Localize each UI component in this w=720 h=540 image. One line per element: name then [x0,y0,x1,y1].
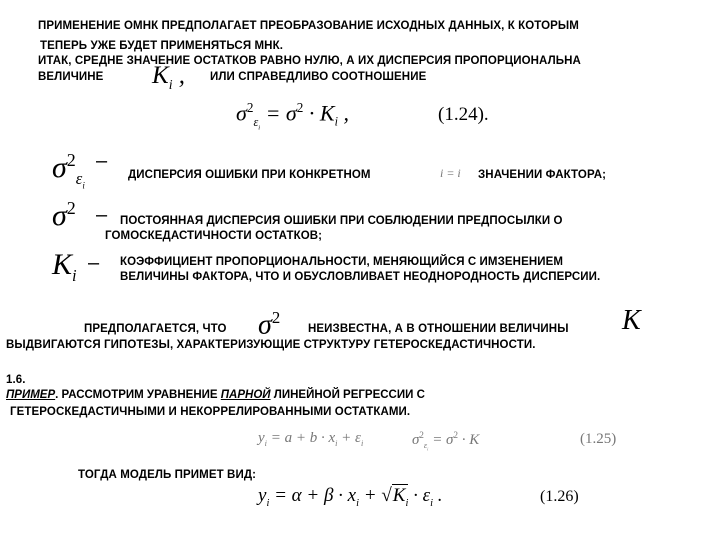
intro-line-2: ТЕПЕРЬ УЖЕ БУДЕТ ПРИМЕНЯТЬСЯ МНК. [40,40,283,52]
definition-1-tail: ЗНАЧЕНИИ ФАКТОРА; [478,169,607,181]
example-emphasis: ПАРНОЙ [220,389,271,401]
equation-1-26-number: (1.26) [540,488,579,505]
dash: – [88,252,100,274]
equation-1-24: $\sigma^2_{\varepsilon_i} = \sigma^2 \cdot K_i$ , [236,100,349,132]
example-label: ПРИМЕР [6,389,56,401]
equation-1-25-left: $y_i = a + b \cdot x_i + \varepsilon_i$ [258,430,364,448]
equation-1-24-number: (1.24). [438,104,489,125]
example-text-2: ЛИНЕЙНОЙ РЕГРЕССИИ С [273,389,425,401]
k-symbol: K [622,305,641,336]
example-text-1: . РАССМОТРИМ УРАВНЕНИЕ [55,389,218,401]
k-i-symbol: $K_i$ [52,248,77,285]
example-line-1 [6,389,425,401]
model-intro: ТОГДА МОДЕЛЬ ПРИМЕТ ВИД: [78,469,257,481]
sigma-eps-i-symbol: $\sigma^2_{\varepsilon_i}$ [52,150,85,191]
sigma-squared-symbol: $\sigma^2$ [52,198,76,232]
assumption-line-2: ВЫДВИГАЮТСЯ ГИПОТЕЗЫ, ХАРАКТЕРИЗУЮЩИЕ СТРУКТУРУ ГЕТЕРОСКЕДАСТИЧНОСТИ. [6,339,536,351]
definition-2-line-1: ПОСТОЯННАЯ ДИСПЕРСИЯ ОШИБКИ ПРИ СОБЛЮДЕНИИ ПРЕДПОСЫЛКИ О [120,215,563,227]
definition-3-line-2: ВЕЛИЧИНЫ ФАКТОРА, ЧТО И ОБУСЛОВЛИВАЕТ НЕОДНОРОДНОСТЬ ДИСПЕРСИИ. [120,271,601,283]
intro-line-4a: ВЕЛИЧИНЕ [38,71,104,83]
intro-line-4b: ИЛИ СПРАВЕДЛИВО СООТНОШЕНИЕ [210,71,427,83]
example-line-2: ГЕТЕРОСКЕДАСТИЧНЫМИ И НЕКОРРЕЛИРОВАННЫМИ ОСТАТКАМИ. [10,406,411,418]
definition-1: ДИСПЕРСИЯ ОШИБКИ ПРИ КОНКРЕТНОМ [128,169,371,181]
dash: – [96,150,108,172]
i-index: i = i [440,166,461,180]
intro-line-3: ИТАК, СРЕДНЕ ЗНАЧЕНИЕ ОСТАТКОВ РАВНО НУЛЮ, А ИХ ДИСПЕРСИЯ ПРОПОРЦИОНАЛЬНА [38,55,581,67]
equation-1-25-right: $\sigma^2_{\varepsilon_i} = \sigma^2 \cdot K$ [412,430,480,452]
sigma-squared-symbol: $\sigma^2$ [258,308,281,341]
definition-2-line-2: ГОМОСКЕДАСТИЧНОСТИ ОСТАТКОВ; [105,230,323,242]
dash: – [96,204,108,226]
k-i-symbol: $K_i$ , [152,62,186,92]
definition-3-line-1: КОЭФФИЦИЕНТ ПРОПОРЦИОНАЛЬНОСТИ, МЕНЯЮЩИЙСЯ С ИМЗЕНЕНИЕМ [120,256,564,268]
equation-1-25-number: (1.25) [580,431,617,447]
section-number: 1.6. [6,374,26,386]
assumption-part-1: ПРЕДПОЛАГАЕТСЯ, ЧТО [84,323,227,335]
intro-line-1: ПРИМЕНЕНИЕ ОМНК ПРЕДПОЛАГАЕТ ПРЕОБРАЗОВАНИЕ ИСХОДНЫХ ДАННЫХ, К КОТОРЫМ [38,20,579,32]
assumption-part-2: НЕИЗВЕСТНА, А В ОТНОШЕНИИ ВЕЛИЧИНЫ [308,323,569,335]
equation-1-26: $y_i = \alpha + \beta \cdot x_i + √K_i \cdot \varepsilon_i$ . [258,485,443,509]
